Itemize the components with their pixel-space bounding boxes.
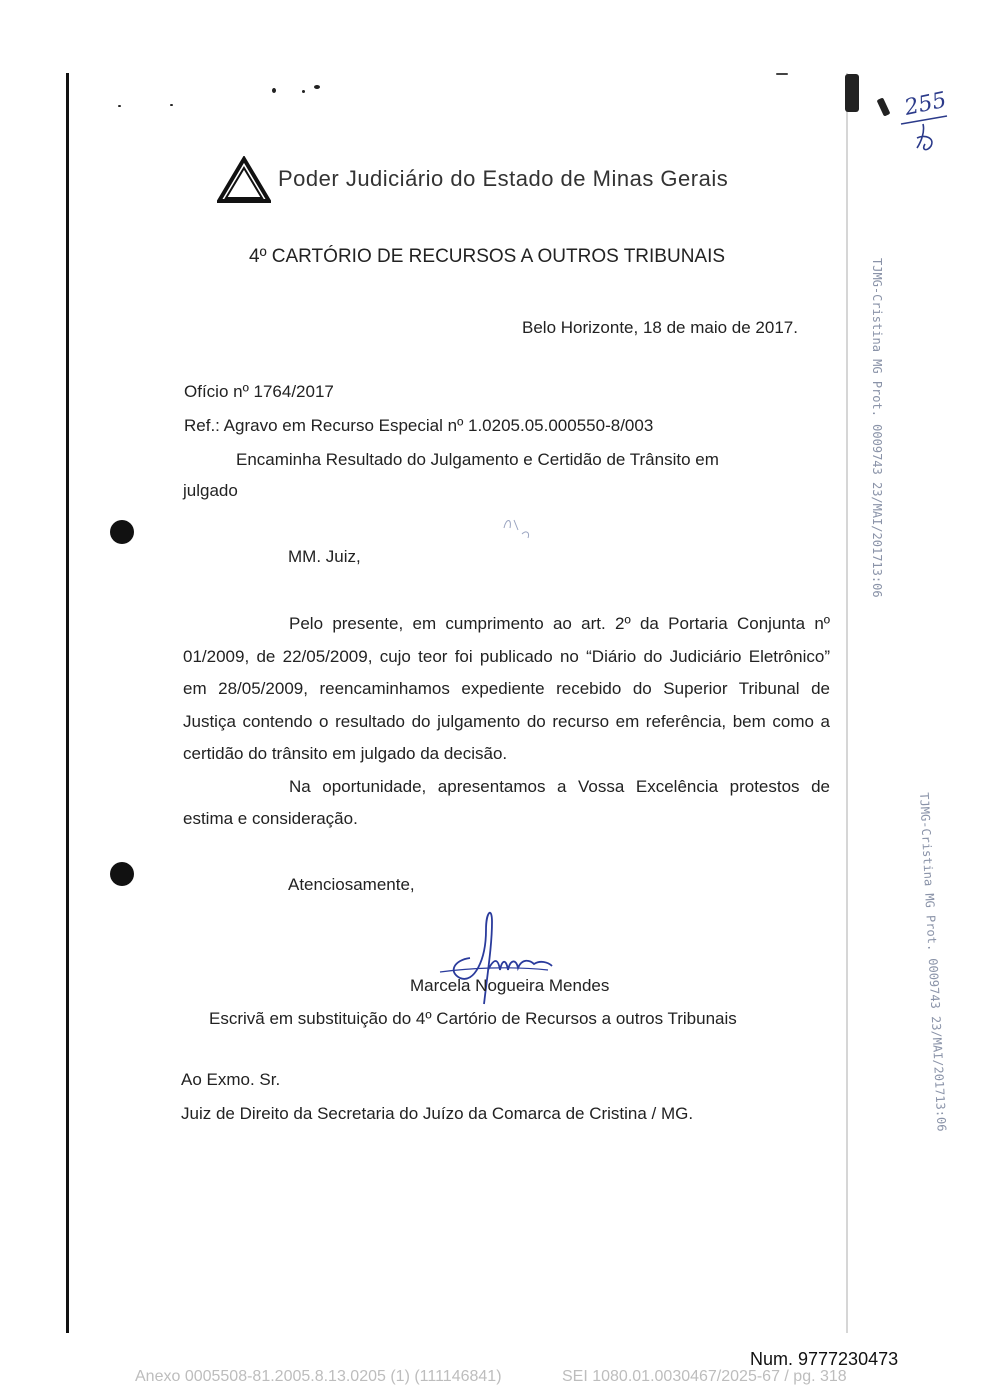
- handwritten-page-number: 255: [902, 87, 949, 121]
- punch-hole-bottom: [110, 862, 134, 886]
- sei-reference: SEI 1080.01.0030467/2025-67 / pg. 318: [562, 1368, 847, 1385]
- scan-speck: [314, 85, 320, 89]
- punch-hole-top: [110, 520, 134, 544]
- closing: Atenciosamente,: [288, 875, 415, 894]
- oficio-number: Ofício nº 1764/2017: [184, 382, 334, 401]
- scan-speck: [302, 90, 305, 93]
- scan-speck: [170, 104, 173, 106]
- reference-line: Ref.: Agravo em Recurso Especial nº 1.0205.05.000550-8/003: [184, 416, 654, 435]
- body-paragraph-2: Na oportunidade, apresentamos a Vossa Excelência protestos de estima e consideração.: [183, 776, 830, 828]
- handwritten-page-number-icon: [895, 82, 955, 162]
- triangle-logo-icon: [217, 156, 271, 204]
- body-paragraph-1: Pelo presente, em cumprimento ao art. 2º da Portaria Conjunta nº 01/2009, de 22/05/2009, cujo teor foi publicado no “Diário do Judiciário Eletrônico” em 28/05/2009, reencaminhamos expediente recebido do Superior Tribunal de Justiça contendo o resultado do julgamento do recurso em referência, bem como a certidão do trânsito em julgado da decisão.: [183, 614, 830, 763]
- scan-speck: [845, 74, 859, 112]
- scan-speck: [877, 97, 891, 116]
- scan-speck: [118, 105, 121, 107]
- scan-speck: [272, 88, 276, 93]
- subject-line-2: julgado: [183, 481, 238, 500]
- office-name: 4º CARTÓRIO DE RECURSOS A OUTROS TRIBUNAIS: [249, 246, 726, 267]
- scan-speck: [776, 73, 788, 75]
- place-date: Belo Horizonte, 18 de maio de 2017.: [522, 318, 798, 337]
- signer-title: Escrivã em substituição do 4º Cartório de Recursos a outros Tribunais: [209, 1009, 737, 1028]
- faint-handwriting-icon: [500, 512, 540, 542]
- document-number: Num. 9777230473: [750, 1349, 899, 1369]
- annex-reference: Anexo 0005508-81.2005.8.13.0205 (1) (111146841): [135, 1368, 502, 1385]
- scan-right-edge: [846, 73, 848, 1333]
- subject-line-1: Encaminha Resultado do Julgamento e Certidão de Trânsito em: [236, 450, 719, 469]
- salutation: MM. Juiz,: [288, 547, 361, 566]
- protocol-stamp-2: TJMG-Cristina MG Prot. 0009743 23/MAI/201713:06: [917, 792, 949, 1132]
- signer-name: Marcela Nogueira Mendes: [410, 976, 610, 995]
- institution-name: Poder Judiciário do Estado de Minas Gerais: [278, 166, 729, 191]
- recipient-line-2: Juiz de Direito da Secretaria do Juízo da Comarca de Cristina / MG.: [181, 1104, 694, 1123]
- letter-body: [183, 608, 830, 836]
- protocol-stamp-1: TJMG-Cristina MG Prot. 0009743 23/MAI/201713:06: [870, 258, 884, 598]
- recipient-line-1: Ao Exmo. Sr.: [181, 1070, 281, 1089]
